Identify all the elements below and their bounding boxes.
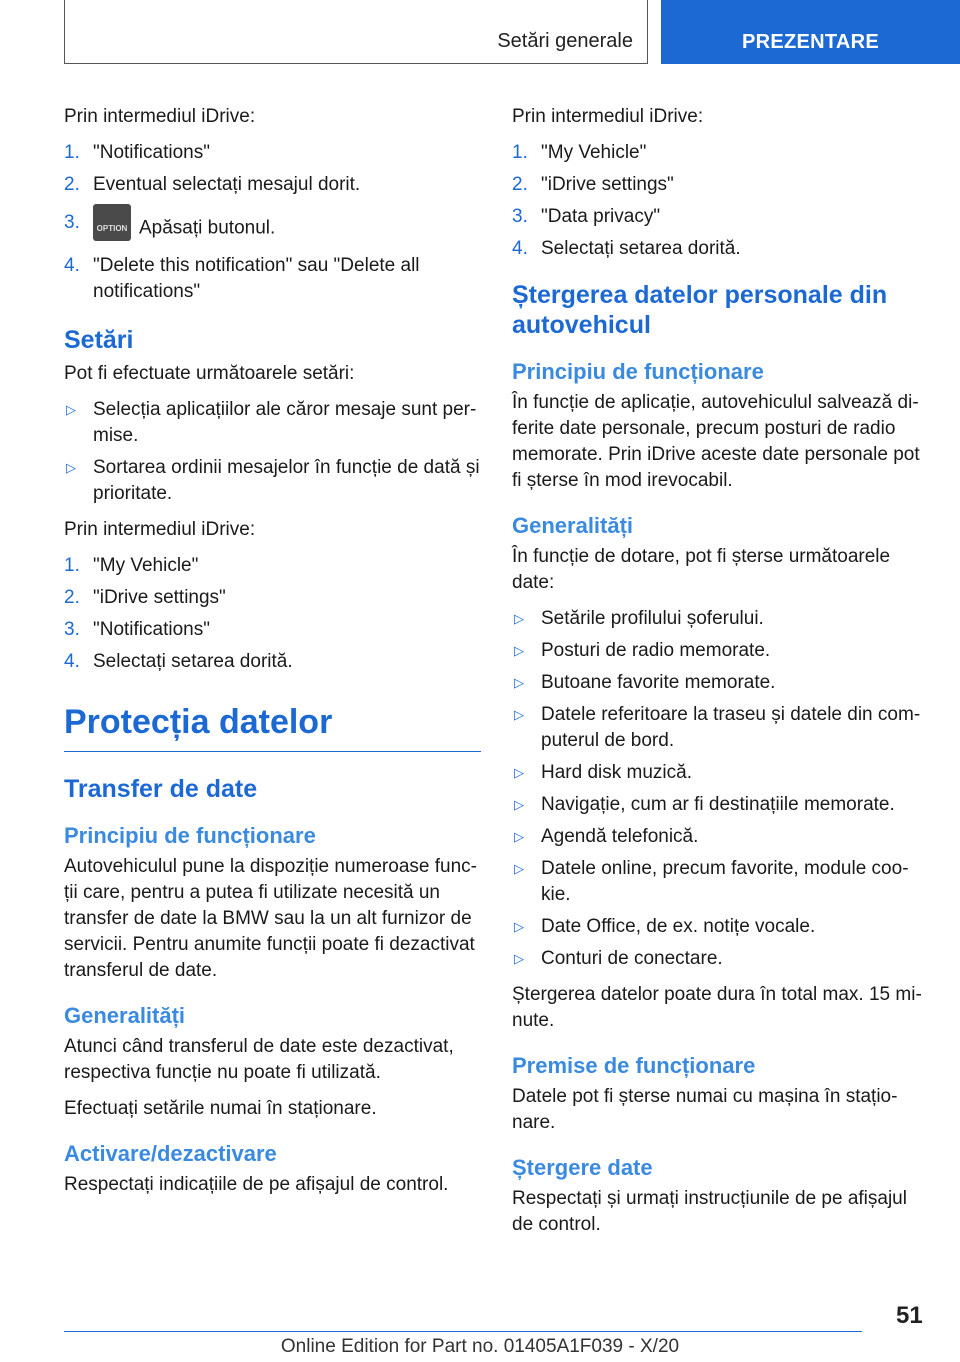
list-item — [512, 946, 922, 972]
bullet-text: Date Office, de ex. notițe vocale. — [541, 916, 816, 937]
step-text: "Delete this notification" sau "Delete all notifications" — [93, 255, 420, 302]
triangle-bullet-icon: ▷ — [514, 797, 524, 812]
step-number: 1. — [512, 142, 528, 163]
step-number: 4. — [64, 651, 80, 672]
list-item — [512, 606, 922, 632]
list-item — [512, 236, 922, 262]
list-item — [512, 760, 922, 786]
triangle-bullet-icon: ▷ — [66, 460, 76, 475]
list-item — [64, 210, 481, 247]
step-number: 4. — [512, 238, 528, 259]
bullet-text: Agendă telefonică. — [541, 826, 699, 847]
step-text: Selectați setarea dorită. — [93, 651, 293, 672]
triangle-bullet-icon: ▷ — [514, 829, 524, 844]
triangle-bullet-icon: ▷ — [514, 951, 524, 966]
step-number: 3. — [64, 212, 80, 233]
triangle-bullet-icon: ▷ — [514, 765, 524, 780]
premise-text: Datele pot fi șterse numai cu mașina în staționare. — [512, 1086, 898, 1133]
list-item — [512, 702, 922, 754]
bullet-text: Datele referitoare la traseu și datele din computerul de bord. — [541, 704, 921, 751]
bullet-text: Hard disk muzică. — [541, 762, 692, 783]
triangle-bullet-icon: ▷ — [514, 611, 524, 626]
intro-idrive-2: Prin intermediul iDrive: — [64, 519, 256, 540]
heading-transfer-de-date: Transfer de date — [64, 775, 258, 803]
list-item — [512, 172, 922, 198]
triangle-bullet-icon: ▷ — [514, 643, 524, 658]
list-item — [64, 585, 481, 611]
triangle-bullet-icon: ▷ — [514, 861, 524, 876]
right-column — [512, 104, 922, 1248]
list-item — [64, 649, 481, 675]
list-item — [64, 553, 481, 579]
step-text: "My Vehicle" — [541, 142, 647, 163]
intro-idrive-right: Prin intermediul iDrive: — [512, 106, 704, 127]
principiu-right-text: În funcție de aplicație, autovehiculul salvează diferite date personale, precum posturi de radio memorate. Prin iDrive aceste date personale pot fi șterse în mod irevocabil. — [512, 392, 920, 491]
list-item — [512, 638, 922, 664]
list-item — [64, 140, 481, 166]
heading-generalitati-right: Generalități — [512, 513, 634, 538]
bullet-text: Datele online, precum favorite, module cookie. — [541, 858, 909, 905]
heading-activare: Activare/dezactivare — [64, 1141, 277, 1166]
generalitati-text-2: Efectuați setările numai în staționare. — [64, 1098, 377, 1119]
option-button-icon — [93, 204, 131, 241]
list-item — [512, 914, 922, 940]
bullet-text: Navigație, cum ar fi destinațiile memorate. — [541, 794, 895, 815]
page-number: 51 — [896, 1302, 923, 1329]
bullet-text: Sortarea ordinii mesajelor în funcție de dată și prioritate. — [93, 457, 480, 504]
heading-principiu-right: Principiu de funcționare — [512, 359, 764, 384]
step-text: "Notifications" — [93, 142, 210, 163]
list-item — [512, 856, 922, 908]
privacy-steps — [512, 140, 922, 262]
step-number: 2. — [64, 174, 80, 195]
list-item — [512, 670, 922, 696]
list-item — [512, 824, 922, 850]
left-column — [64, 104, 481, 1208]
footer-edition: Online Edition for Part no. 01405A1F039 - X/20 — [280, 1336, 680, 1357]
step-text: "My Vehicle" — [93, 555, 199, 576]
list-item — [512, 204, 922, 230]
bullet-text: Butoane favorite memorate. — [541, 672, 776, 693]
bullet-text: Conturi de conectare. — [541, 948, 723, 969]
list-item — [64, 172, 481, 198]
step-number: 3. — [64, 619, 80, 640]
heading-stergerea-datelor: Ștergerea datelor personale din autovehicul — [512, 281, 888, 339]
stergere-date-text: Respectați și urmați instrucțiunile de pe afișajul de control. — [512, 1188, 907, 1235]
step-number: 1. — [64, 555, 80, 576]
triangle-bullet-icon: ▷ — [514, 919, 524, 934]
header-chapter-title: PREZENTARE — [741, 31, 880, 53]
bullet-text: Setările profilului șoferului. — [541, 608, 764, 629]
deletable-data-bullets — [512, 606, 922, 972]
option-button-label: OPTION — [96, 224, 128, 233]
step-text: "iDrive settings" — [93, 587, 226, 608]
heading-premise: Premise de funcționare — [512, 1053, 756, 1078]
settings-steps — [64, 553, 481, 675]
triangle-bullet-icon: ▷ — [514, 675, 524, 690]
heading-principiu: Principiu de funcționare — [64, 823, 316, 848]
setari-bullets — [64, 397, 481, 507]
bullet-text: Selecția aplicațiilor ale căror mesaje sunt permise. — [93, 399, 477, 446]
list-item — [64, 617, 481, 643]
list-item — [64, 455, 481, 507]
durata-text: Ștergerea datelor poate dura în total max. 15 minute. — [512, 984, 922, 1031]
step-number: 2. — [64, 587, 80, 608]
step-number: 2. — [512, 174, 528, 195]
generalitati-right-text: În funcție de dotare, pot fi șterse următoarele date: — [512, 546, 891, 593]
header-section-box — [64, 0, 648, 64]
triangle-bullet-icon: ▷ — [66, 402, 76, 417]
list-item — [512, 792, 922, 818]
heading-protectia-datelor: Protecția datelor — [64, 701, 481, 752]
list-item — [64, 397, 481, 449]
heading-stergere-date: Ștergere date — [512, 1155, 653, 1180]
step-text: Apăsați butonul. — [139, 217, 276, 239]
step-number: 4. — [64, 255, 80, 276]
activare-text: Respectați indicațiile de pe afișajul de control. — [64, 1174, 449, 1195]
heading-setari: Setări — [64, 326, 134, 354]
step-text: "iDrive settings" — [541, 174, 674, 195]
step-number: 1. — [64, 142, 80, 163]
notification-steps — [64, 140, 481, 305]
bullet-text: Posturi de radio memorate. — [541, 640, 771, 661]
footer-divider — [64, 1331, 862, 1332]
step-number: 3. — [512, 206, 528, 227]
step-text: "Data privacy" — [541, 206, 661, 227]
intro-idrive: Prin intermediul iDrive: — [64, 106, 256, 127]
step-text: Selectați setarea dorită. — [541, 238, 741, 259]
setari-intro: Pot fi efectuate următoarele setări: — [64, 363, 355, 384]
generalitati-text-1: Atunci când transferul de date este dezactivat, respectiva funcție nu poate fi utilizată. — [64, 1036, 454, 1083]
heading-generalitati: Generalități — [64, 1003, 186, 1028]
header-chapter-tab — [661, 0, 960, 64]
header-section-title: Setări generale — [497, 30, 633, 52]
principiu-text: Autovehiculul pune la dispoziție numeroase funcții care, pentru a putea fi utilizate necesită un transfer de date la BMW sau la un alt furnizor de servicii. Pentru anumite funcții poate fi dezactivat transferul de date. — [64, 856, 477, 981]
triangle-bullet-icon: ▷ — [514, 707, 524, 722]
step-text: "Notifications" — [93, 619, 210, 640]
step-text: Eventual selectați mesajul dorit. — [93, 174, 361, 195]
list-item — [512, 140, 922, 166]
list-item — [64, 253, 481, 305]
